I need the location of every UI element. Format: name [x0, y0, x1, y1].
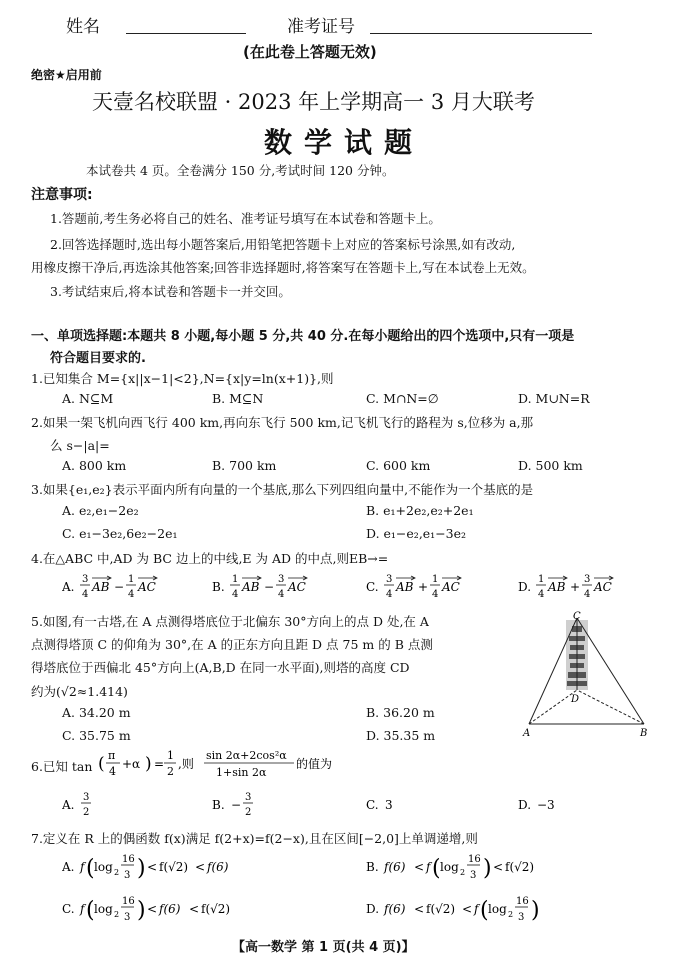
option-label: B. [212, 798, 225, 812]
option-label: D. [518, 798, 532, 812]
paren-open: ( [86, 898, 95, 923]
note-item: 2.回答选择题时,选出每小题答案后,用铅笔把答题卡上对应的答案标号涂黑,如有改动, [50, 237, 516, 252]
coef-den: 4 [386, 589, 393, 600]
label-d: D [571, 694, 580, 705]
name-label: 姓名 [66, 17, 100, 37]
option-label: C. [366, 580, 379, 594]
opt-sign: − [231, 798, 242, 812]
log-num: 16 [122, 896, 135, 907]
log-den: 3 [470, 870, 477, 881]
log-base: 2 [114, 910, 120, 919]
q1-option-a[interactable]: A. N⊆M [62, 391, 114, 406]
q1-option-d[interactable]: D. M∪N=R [518, 391, 590, 406]
less-than: < [147, 860, 158, 874]
log-symbol: log [94, 860, 113, 874]
q5-option-c[interactable]: C. 35.75 m [62, 728, 131, 743]
paren-open: ( [480, 898, 489, 923]
operator: − [264, 580, 275, 594]
f-of-sqrt2: f(√2) [159, 860, 189, 874]
operator: − [114, 580, 125, 594]
q3-option-b[interactable]: B. e₁+2e₂,e₂+2e₁ [366, 503, 474, 518]
opt-value: −3 [537, 798, 555, 812]
q2-option-c[interactable]: C. 600 km [366, 458, 431, 473]
f-of-6: f(6) [207, 860, 229, 874]
name-field[interactable] [126, 33, 246, 34]
opt-value: 3 [385, 798, 393, 812]
q6-prefix: 6.已知 tan [31, 759, 93, 774]
exam-info: 本试卷共 4 页。全卷满分 150 分,考试时间 120 分钟。 [86, 163, 395, 178]
tan-num: π [108, 749, 116, 762]
coef-num: 1 [128, 574, 135, 585]
less-than: < [147, 902, 158, 916]
section-heading: 一、单项选择题:本题共 8 小题,每小题 5 分,共 40 分.在每小题给出的四个选项中,只有一项是 [31, 329, 575, 344]
q5-stem-line: 点测得塔顶 C 的仰角为 30°,在 A 的正东方向且距 D 点 75 m 的 B 点测 [31, 637, 433, 652]
exam-id-field[interactable] [370, 33, 592, 34]
q7-option-b[interactable] [366, 849, 606, 887]
log-den: 3 [124, 912, 131, 923]
coef-num: 3 [386, 574, 393, 585]
frac-num: sin 2α+2cos²α [206, 749, 287, 762]
answer-notice: (在此卷上答题无效) [243, 43, 377, 61]
vector-name: AC [138, 580, 156, 594]
q4-option-d[interactable] [518, 569, 638, 603]
opt-den: 2 [83, 807, 90, 818]
q3-option-c[interactable]: C. e₁−3e₂,6e₂−2e₁ [62, 526, 178, 541]
coef-den: 4 [232, 589, 239, 600]
opt-den: 2 [245, 807, 252, 818]
option-label: A. [62, 580, 75, 594]
then-text: ,则 [178, 757, 194, 771]
q2-stem: 2.如果一架飞机向西飞行 400 km,再向东飞行 500 km,记飞机飞行的路程为 s,位移为 a,那 [31, 415, 534, 430]
page-footer: 【高一数学 第 1 页(共 4 页)】 [232, 940, 415, 955]
f-of-6: f(6) [384, 902, 406, 916]
note-item: 用橡皮擦干净后,再选涂其他答案;回答非选择题时,将答案写在答题卡上,写在本试卷上无效。 [31, 260, 535, 275]
f-symbol: f [80, 860, 85, 874]
coef-num: 1 [432, 574, 439, 585]
coef-num: 3 [278, 574, 285, 585]
line-bd [577, 690, 644, 724]
operator: + [418, 580, 429, 594]
f-of-6: f(6) [384, 860, 406, 874]
vector-name: AB [548, 580, 566, 594]
log-base: 2 [508, 910, 514, 919]
paren-open: ( [98, 754, 105, 774]
log-num: 16 [468, 854, 481, 865]
coef-den: 4 [82, 589, 89, 600]
q4-option-b[interactable] [212, 569, 332, 603]
coef-num: 1 [232, 574, 239, 585]
coef-den: 4 [128, 589, 135, 600]
q2-option-a[interactable]: A. 800 km [62, 458, 127, 473]
exam-id-label: 准考证号 [287, 17, 355, 37]
coef-num: 3 [584, 574, 591, 585]
log-symbol: log [440, 860, 459, 874]
option-label: A. [62, 798, 75, 812]
q5-stem-line: 5.如图,有一古塔,在 A 点测得塔底位于北偏东 30°方向上的点 D 处,在 A [31, 614, 429, 629]
q7-option-d[interactable] [366, 891, 606, 929]
log-den: 3 [518, 912, 525, 923]
coef-num: 3 [82, 574, 89, 585]
coef-den: 4 [584, 589, 591, 600]
log-base: 2 [114, 868, 120, 877]
f-of-sqrt2: f(√2) [505, 860, 535, 874]
log-den: 3 [124, 870, 131, 881]
frac-den: 1+sin 2α [216, 766, 267, 779]
option-label: C. [62, 902, 75, 916]
option-label: C. [366, 798, 379, 812]
vector-name: AC [442, 580, 460, 594]
q1-option-c[interactable]: C. M∩N=∅ [366, 391, 439, 406]
f-symbol: f [426, 860, 431, 874]
paren-close: ) [483, 856, 492, 881]
paren-close: ) [531, 898, 540, 923]
q5-stem-line: 得塔底位于西偏北 45°方向上(A,B,D 在同一水平面),则塔的高度 CD [31, 660, 410, 675]
paren-close: ) [137, 898, 146, 923]
q4-stem: 4.在△ABC 中,AD 为 BC 边上的中线,E 为 AD 的中点,则EB→= [31, 551, 389, 566]
q5-option-d[interactable]: D. 35.35 m [366, 728, 436, 743]
q7-stem: 7.定义在 R 上的偶函数 f(x)满足 f(2+x)=f(2−x),且在区间[−2,0]上单调递增,则 [31, 831, 478, 846]
suffix-text: 的值为 [296, 757, 333, 771]
tan-den: 4 [109, 765, 116, 778]
q7-option-a[interactable] [62, 849, 302, 887]
note-item: 3.考试结束后,将本试卷和答题卡一并交回。 [50, 284, 291, 299]
q4-option-c[interactable] [366, 569, 486, 603]
q5-tower-figure [520, 608, 655, 738]
f-symbol: f [80, 902, 85, 916]
operator: + [570, 580, 581, 594]
notes-heading: 注意事项: [31, 187, 93, 203]
log-num: 16 [122, 854, 135, 865]
option-label: A. [62, 860, 75, 874]
q5-option-a[interactable]: A. 34.20 m [62, 705, 131, 720]
q3-option-a[interactable]: A. e₂,e₁−2e₂ [62, 503, 139, 518]
vector-name: AC [594, 580, 612, 594]
note-item: 1.答题前,考生务必将自己的姓名、准考证号填写在本试卷和答题卡上。 [50, 211, 441, 226]
vector-name: AC [288, 580, 306, 594]
coef-den: 4 [432, 589, 439, 600]
q1-option-b[interactable]: B. M⊆N [212, 391, 264, 406]
less-than: < [195, 860, 206, 874]
log-num: 16 [516, 896, 529, 907]
eq-den: 2 [167, 765, 174, 778]
exam-title: 天壹名校联盟 · 2023 年上学期高一 3 月大联考 [92, 90, 535, 114]
less-than: < [493, 860, 504, 874]
less-than: < [414, 860, 425, 874]
less-than: < [189, 902, 200, 916]
paren-open: ( [432, 856, 441, 881]
q7-option-c[interactable] [62, 891, 302, 929]
q6-option-d[interactable] [518, 789, 608, 821]
vector-name: AB [242, 580, 260, 594]
option-label: D. [518, 580, 532, 594]
option-label: B. [366, 860, 379, 874]
log-base: 2 [460, 868, 466, 877]
f-of-sqrt2: f(√2) [201, 902, 231, 916]
q3-stem: 3.如果{e₁,e₂}表示平面内所有向量的一个基底,那么下列四组向量中,不能作为一个基底的是 [31, 482, 534, 497]
paren-close: ) [145, 754, 152, 774]
q2-stem-cont: 么 s−|a|= [50, 438, 110, 453]
vector-name: AB [92, 580, 110, 594]
paren-close: ) [137, 856, 146, 881]
q2-option-b[interactable]: B. 700 km [212, 458, 277, 473]
paren-open: ( [86, 856, 95, 881]
f-of-sqrt2: f(√2) [426, 902, 456, 916]
coef-num: 1 [538, 574, 545, 585]
q6-option-a[interactable] [62, 789, 152, 821]
less-than: < [414, 902, 425, 916]
opt-num: 3 [83, 792, 90, 803]
less-than: < [462, 902, 473, 916]
opt-num: 3 [245, 792, 252, 803]
label-b: B [640, 728, 648, 738]
subject-title: 数学试题 [264, 126, 425, 159]
vector-name: AB [396, 580, 414, 594]
f-of-6: f(6) [159, 902, 181, 916]
label-a: A [523, 728, 531, 738]
option-label: D. [366, 902, 380, 916]
q3-option-d[interactable]: D. e₁−e₂,e₁−3e₂ [366, 526, 467, 541]
tan-tail: +α [122, 757, 141, 771]
label-c: C [573, 611, 581, 622]
q6-option-c[interactable] [366, 789, 456, 821]
f-symbol: f [474, 902, 479, 916]
equals: = [154, 757, 165, 771]
q1-stem: 1.已知集合 M={x||x−1|<2},N={x|y=ln(x+1)},则 [31, 371, 334, 386]
option-label: B. [212, 580, 225, 594]
q5-stem-line: 约为(√2≈1.414) [31, 684, 128, 699]
q6-option-b[interactable] [212, 789, 302, 821]
coef-den: 4 [538, 589, 545, 600]
eq-num: 1 [167, 749, 174, 762]
log-symbol: log [488, 902, 507, 916]
log-symbol: log [94, 902, 113, 916]
q2-option-d[interactable]: D. 500 km [518, 458, 583, 473]
section-heading-cont: 符合题目要求的. [50, 351, 146, 366]
q4-option-a[interactable] [62, 569, 182, 603]
q6-formula [98, 746, 358, 786]
coef-den: 4 [278, 589, 285, 600]
secret-tag: 绝密★启用前 [31, 68, 102, 82]
q5-option-b[interactable]: B. 36.20 m [366, 705, 435, 720]
